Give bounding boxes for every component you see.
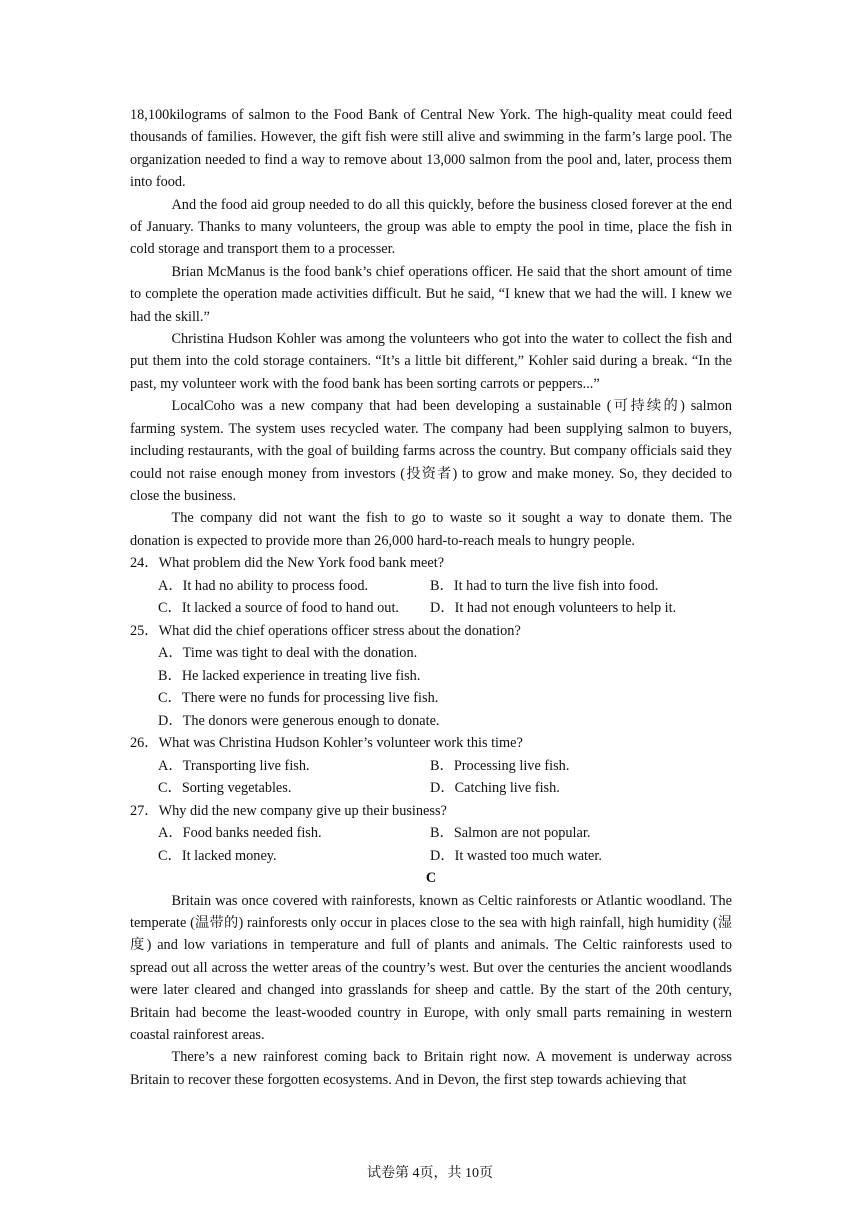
option-d: D．It wasted too much water.	[430, 847, 602, 864]
exam-page-body	[130, 104, 732, 1091]
option-c: C．It lacked a source of food to hand out.	[158, 600, 399, 617]
question-24	[130, 552, 732, 620]
option-b: B．He lacked experience in treating live fish.	[158, 667, 421, 684]
option-d: D．The donors were generous enough to donate.	[158, 712, 440, 729]
page-footer: 试卷第 4页，共 10页	[367, 1166, 493, 1181]
passage-paragraph: Britain was once covered with rainforests, known as Celtic rainforests or Atlantic woodland. The temperate (温带的) rainforests only occur in places close to the sea with high rainfall, high humidity (湿度) and low variations in temperature and full of plants and animals. The Celtic rainforests used to spread out all across the wetter areas of the country’s west. But over the centuries the ancient woodlands were later cleared and changed into grasslands for sheep and cattle. By the start of the 20th century, Britain had become the least-wooded country in Europe, with only small parts remaining in western coastal rainforest areas.	[130, 892, 732, 1044]
passage-paragraph: There’s a new rainforest coming back to Britain right now. A movement is underway across Britain to recover these forgotten ecosystems. And in Devon, the first step towards achieving that	[130, 1049, 732, 1088]
passage-paragraph: The company did not want the fish to go to waste so it sought a way to donate them. The donation is expected to provide more than 26,000 hard-to-reach meals to hungry people.	[130, 510, 732, 549]
question-stem: 27．Why did the new company give up their business?	[130, 802, 447, 819]
option-row	[130, 575, 732, 598]
option-c: C．It lacked money.	[158, 847, 277, 864]
option-row	[130, 845, 732, 868]
option-d: D．Catching live fish.	[430, 780, 560, 797]
passage-paragraph: And the food aid group needed to do all this quickly, before the business closed forever at the end of January. Thanks to many volunteers, the group was able to empty the pool in time, place the fish in cold storage and transport them to a processer.	[130, 196, 732, 258]
question-stem: 25．What did the chief operations officer stress about the donation?	[130, 622, 521, 639]
option-a: A．Transporting live fish.	[158, 757, 310, 774]
option-b: B．It had to turn the live fish into food.	[430, 577, 659, 594]
option-c: C．Sorting vegetables.	[158, 780, 292, 797]
section-heading: C	[425, 870, 437, 887]
option-row	[130, 822, 732, 845]
option-row	[130, 777, 732, 800]
question-25	[130, 620, 732, 733]
option-b: B．Processing live fish.	[430, 757, 570, 774]
question-26	[130, 732, 732, 800]
option-row	[130, 755, 732, 778]
option-a: A．It had no ability to process food.	[158, 577, 369, 594]
option-row	[130, 597, 732, 620]
passage-paragraph: 18,100kilograms of salmon to the Food Bank of Central New York. The high-quality meat could feed thousands of families. However, the gift fish were still alive and swimming in the farm’s large pool. The organization needed to find a way to remove about 13,000 salmon from the pool and, later, process them into food.	[130, 107, 732, 191]
passage-paragraph: Christina Hudson Kohler was among the volunteers who got into the water to collect the fish and put them into the cold storage containers. “It’s a little bit different,” Kohler said during a break. “In the past, my volunteer work with the food bank has been sorting carrots or peppers...”	[130, 331, 732, 392]
question-stem: 26．What was Christina Hudson Kohler’s volunteer work this time?	[130, 735, 523, 752]
passage-paragraph: LocalCoho was a new company that had been developing a sustainable (可持续的) salmon farming system. The system uses recycled water. The company had been supplying salmon to buyers, including restaurants, with the goal of building farms across the country. But company officials said they could not raise enough money from investors (投资者) to grow and make money. So, they decided to close the business.	[130, 398, 732, 504]
option-b: B．Salmon are not popular.	[430, 825, 591, 842]
option-a: A．Time was tight to deal with the donation.	[158, 645, 418, 662]
option-c: C．There were no funds for processing live fish.	[158, 690, 439, 707]
passage-paragraph: Brian McManus is the food bank’s chief operations officer. He said that the short amount of time to complete the operation made activities difficult. But he said, “I knew that we had the will. I knew we had the skill.”	[130, 263, 732, 325]
option-d: D．It had not enough volunteers to help it.	[430, 600, 677, 617]
question-stem: 24．What problem did the New York food bank meet?	[130, 555, 445, 572]
question-27	[130, 800, 732, 868]
option-a: A．Food banks needed fish.	[158, 825, 322, 842]
